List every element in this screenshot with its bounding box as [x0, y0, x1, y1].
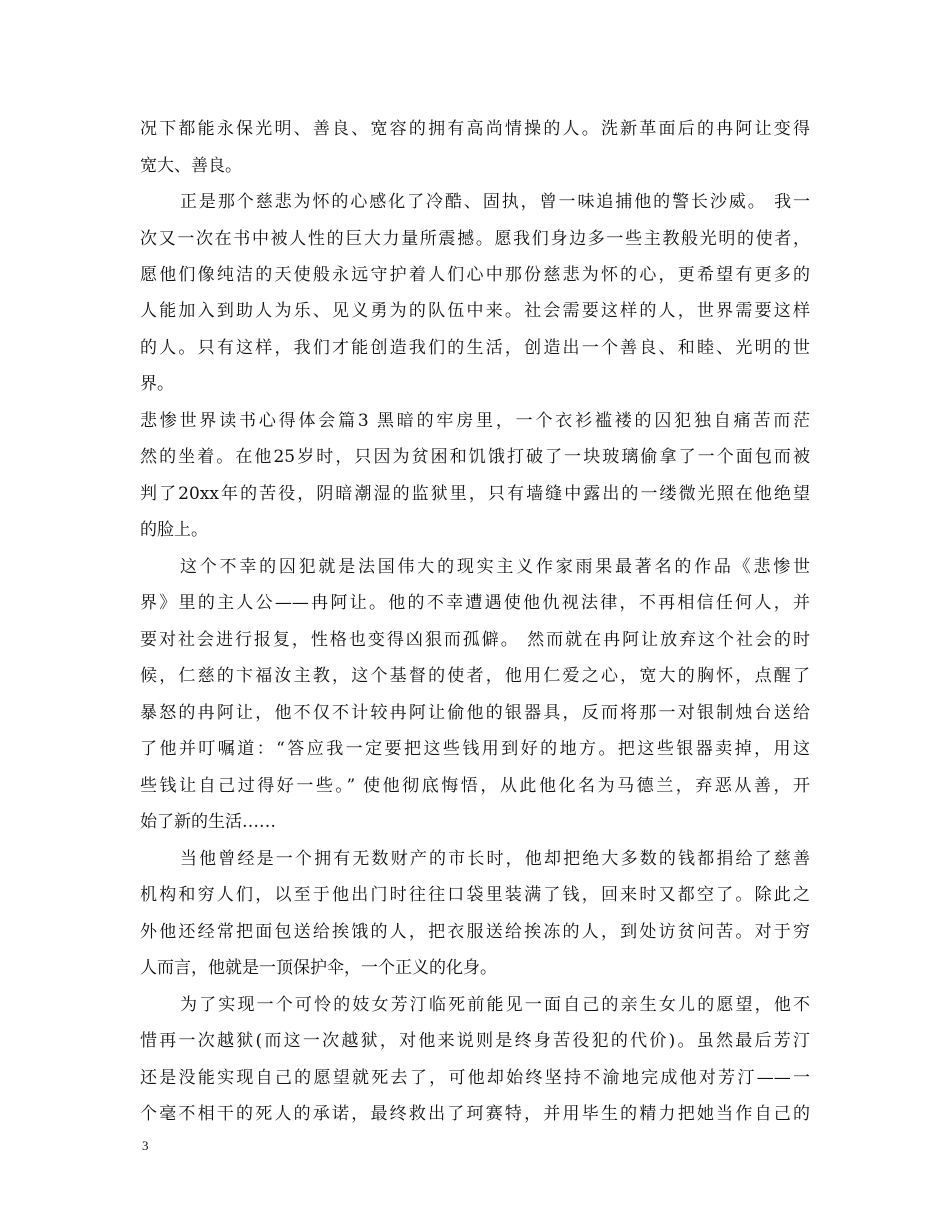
text-line: 正是那个慈悲为怀的心感化了冷酷、固执，曾一味追捕他的警长沙威。 我一: [180, 192, 810, 212]
text-line: 些钱让自己过得好一些。” 使他彻底悔悟，从此他化名为马德兰，弃恶从善，开: [140, 776, 810, 796]
text-line: 机构和穷人们，以至于他出门时往往口袋里装满了钱，回来时又都空了。除此之: [140, 885, 810, 905]
text-line: 始了新的生活……: [140, 812, 276, 832]
section-heading-line: 悲惨世界读书心得体会篇3 黑暗的牢房里，一个衣衫褴褛的囚犯独自痛苦而茫: [140, 411, 810, 431]
text-line: 为了实现一个可怜的妓女芳汀临死前能见一面自己的亲生女儿的愿望，他不: [180, 995, 810, 1015]
text-line: 候，仁慈的卞福汝主教，这个基督的使者，他用仁爱之心，宽大的胸怀，点醒了: [140, 666, 810, 686]
text-line: 界。: [140, 374, 174, 394]
text-line: 外他还经常把面包送给挨饿的人，把衣服送给挨冻的人，到处访贫问苦。对于穷: [140, 922, 810, 942]
text-line: 当他曾经是一个拥有无数财产的市长时，他却把绝大多数的钱都捐给了慈善: [180, 849, 810, 869]
text-line: 况下都能永保光明、善良、宽容的拥有高尚情操的人。洗新革面后的冉阿让变得: [140, 119, 810, 139]
text-line: 个毫不相干的死人的承诺，最终救出了珂赛特，并用毕生的精力把她当作自己的: [140, 1104, 810, 1124]
text-line: 还是没能实现自己的愿望就死去了，可他却始终坚持不渝地完成他对芳汀——一: [140, 1068, 810, 1088]
text-line: 要对社会进行报复，性格也变得凶狠而孤僻。 然而就在冉阿让放弃这个社会的时: [140, 630, 810, 650]
text-line: 惜再一次越狱(而这一次越狱，对他来说则是终身苦役犯的代价)。虽然最后芳汀: [140, 1031, 810, 1051]
text-line: 了他并叮嘱道：“答应我一定要把这些钱用到好的地方。把这些银器卖掉，用这: [140, 739, 810, 759]
text-line: 判了20xx年的苦役，阴暗潮湿的监狱里，只有墙缝中露出的一缕微光照在他绝望: [140, 484, 810, 504]
text-line: 的人。只有这样，我们才能创造我们的生活，创造出一个善良、和睦、光明的世: [140, 338, 810, 358]
text-line: 人能加入到助人为乐、见义勇为的队伍中来。社会需要这样的人，世界需要这样: [140, 301, 810, 321]
text-line: 愿他们像纯洁的天使般永远守护着人们心中那份慈悲为怀的心，更希望有更多的: [140, 265, 810, 285]
text-line: 然的坐着。在他25岁时，只因为贫困和饥饿打破了一块玻璃偷拿了一个面包而被: [140, 447, 810, 467]
text-line: 界》里的主人公——冉阿让。他的不幸遭遇使他仇视法律，不再相信任何人，并: [140, 593, 810, 613]
text-line: 这个不幸的囚犯就是法国伟大的现实主义作家雨果最著名的作品《悲惨世: [180, 557, 810, 577]
text-line: 的脸上。: [140, 520, 208, 540]
text-line: 宽大、善良。: [140, 156, 242, 176]
text-line: 人而言，他就是一顶保护伞，一个正义的化身。: [140, 958, 497, 978]
page-number: 3: [142, 1138, 149, 1153]
text-line: 暴怒的冉阿让，他不仅不计较冉阿让偷他的银器具，反而将那一对银制烛台送给: [140, 703, 810, 723]
text-line: 次又一次在书中被人性的巨大力量所震撼。愿我们身边多一些主教般光明的使者，: [140, 229, 810, 249]
